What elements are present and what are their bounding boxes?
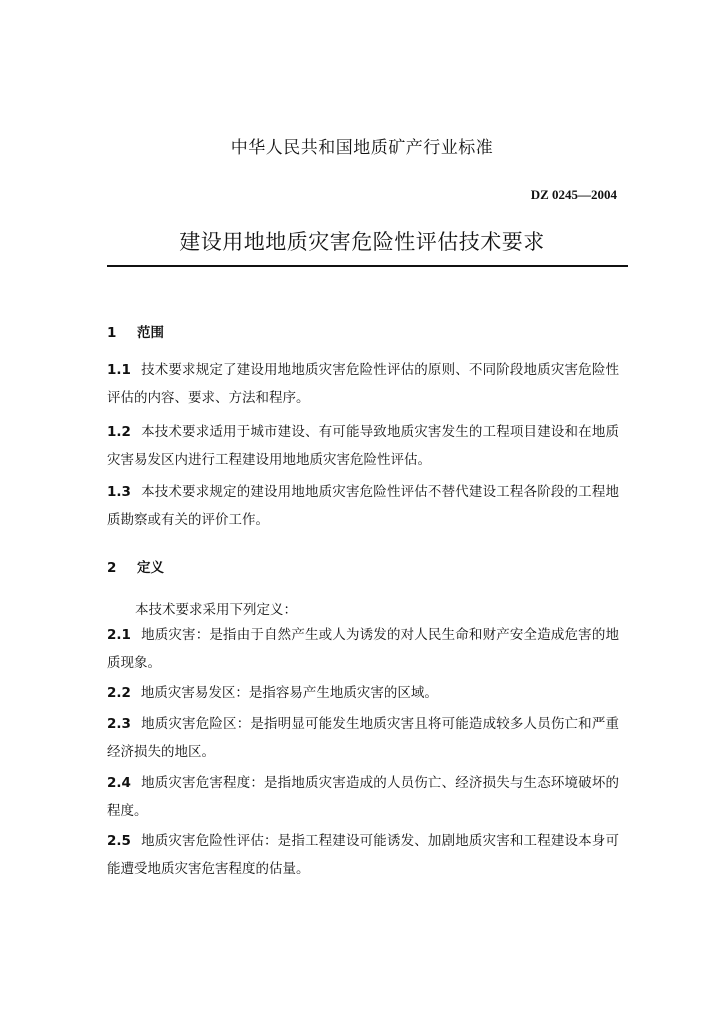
clause-2-2 bbox=[107, 679, 619, 707]
clause-number: 2.5 bbox=[107, 833, 131, 849]
document-number: DZ 0245—2004 bbox=[530, 187, 617, 202]
clause-text: 地质灾害危险区：是指明显可能发生地质灾害且将可能造成较多人员伤亡和严重经济损失的地区。 bbox=[107, 716, 619, 760]
clause-2-5 bbox=[107, 827, 619, 883]
clause-number: 2.4 bbox=[107, 775, 131, 791]
clause-number: 2.2 bbox=[107, 685, 131, 701]
clause-text: 技术要求规定了建设用地地质灾害危险性评估的原则、不同阶段地质灾害危险性评估的内容、要求、方法和程序。 bbox=[107, 362, 619, 406]
clause-number: 2.1 bbox=[107, 627, 131, 643]
clause-1-1 bbox=[107, 356, 619, 412]
standard-header: 中华人民共和国地质矿产行业标准 bbox=[230, 138, 494, 158]
definitions-intro: 本技术要求采用下列定义： bbox=[135, 602, 297, 618]
clause-2-3 bbox=[107, 710, 619, 766]
clause-1-2 bbox=[107, 418, 619, 474]
document-title: 建设用地地质灾害危险性评估技术要求 bbox=[179, 230, 545, 254]
section-title: 范围 bbox=[137, 325, 164, 341]
title-divider bbox=[107, 265, 628, 267]
clause-number: 1.1 bbox=[107, 362, 131, 378]
section-heading-scope bbox=[107, 321, 164, 341]
clause-number: 1.3 bbox=[107, 484, 131, 500]
clause-text: 地质灾害危害程度：是指地质灾害造成的人员伤亡、经济损失与生态环境破坏的程度。 bbox=[107, 775, 619, 819]
clause-number: 1.2 bbox=[107, 424, 131, 440]
section-number: 1 bbox=[107, 325, 117, 341]
clause-number: 2.3 bbox=[107, 716, 131, 732]
clause-2-1 bbox=[107, 621, 619, 677]
clause-text: 地质灾害易发区：是指容易产生地质灾害的区域。 bbox=[140, 685, 438, 701]
clause-text: 地质灾害危险性评估：是指工程建设可能诱发、加剧地质灾害和工程建设本身可能遭受地质灾害危害程度的估量。 bbox=[107, 833, 619, 877]
section-heading-definitions bbox=[107, 556, 164, 576]
section-title: 定义 bbox=[137, 560, 164, 576]
clause-1-3 bbox=[107, 478, 619, 534]
clause-text: 本技术要求规定的建设用地地质灾害危险性评估不替代建设工程各阶段的工程地质勘察或有关的评价工作。 bbox=[107, 484, 619, 528]
clause-2-4 bbox=[107, 769, 619, 825]
clause-text: 地质灾害：是指由于自然产生或人为诱发的对人民生命和财产安全造成危害的地质现象。 bbox=[107, 627, 619, 671]
clause-text: 本技术要求适用于城市建设、有可能导致地质灾害发生的工程项目建设和在地质灾害易发区内进行工程建设用地地质灾害危险性评估。 bbox=[107, 424, 619, 468]
section-number: 2 bbox=[107, 560, 117, 576]
